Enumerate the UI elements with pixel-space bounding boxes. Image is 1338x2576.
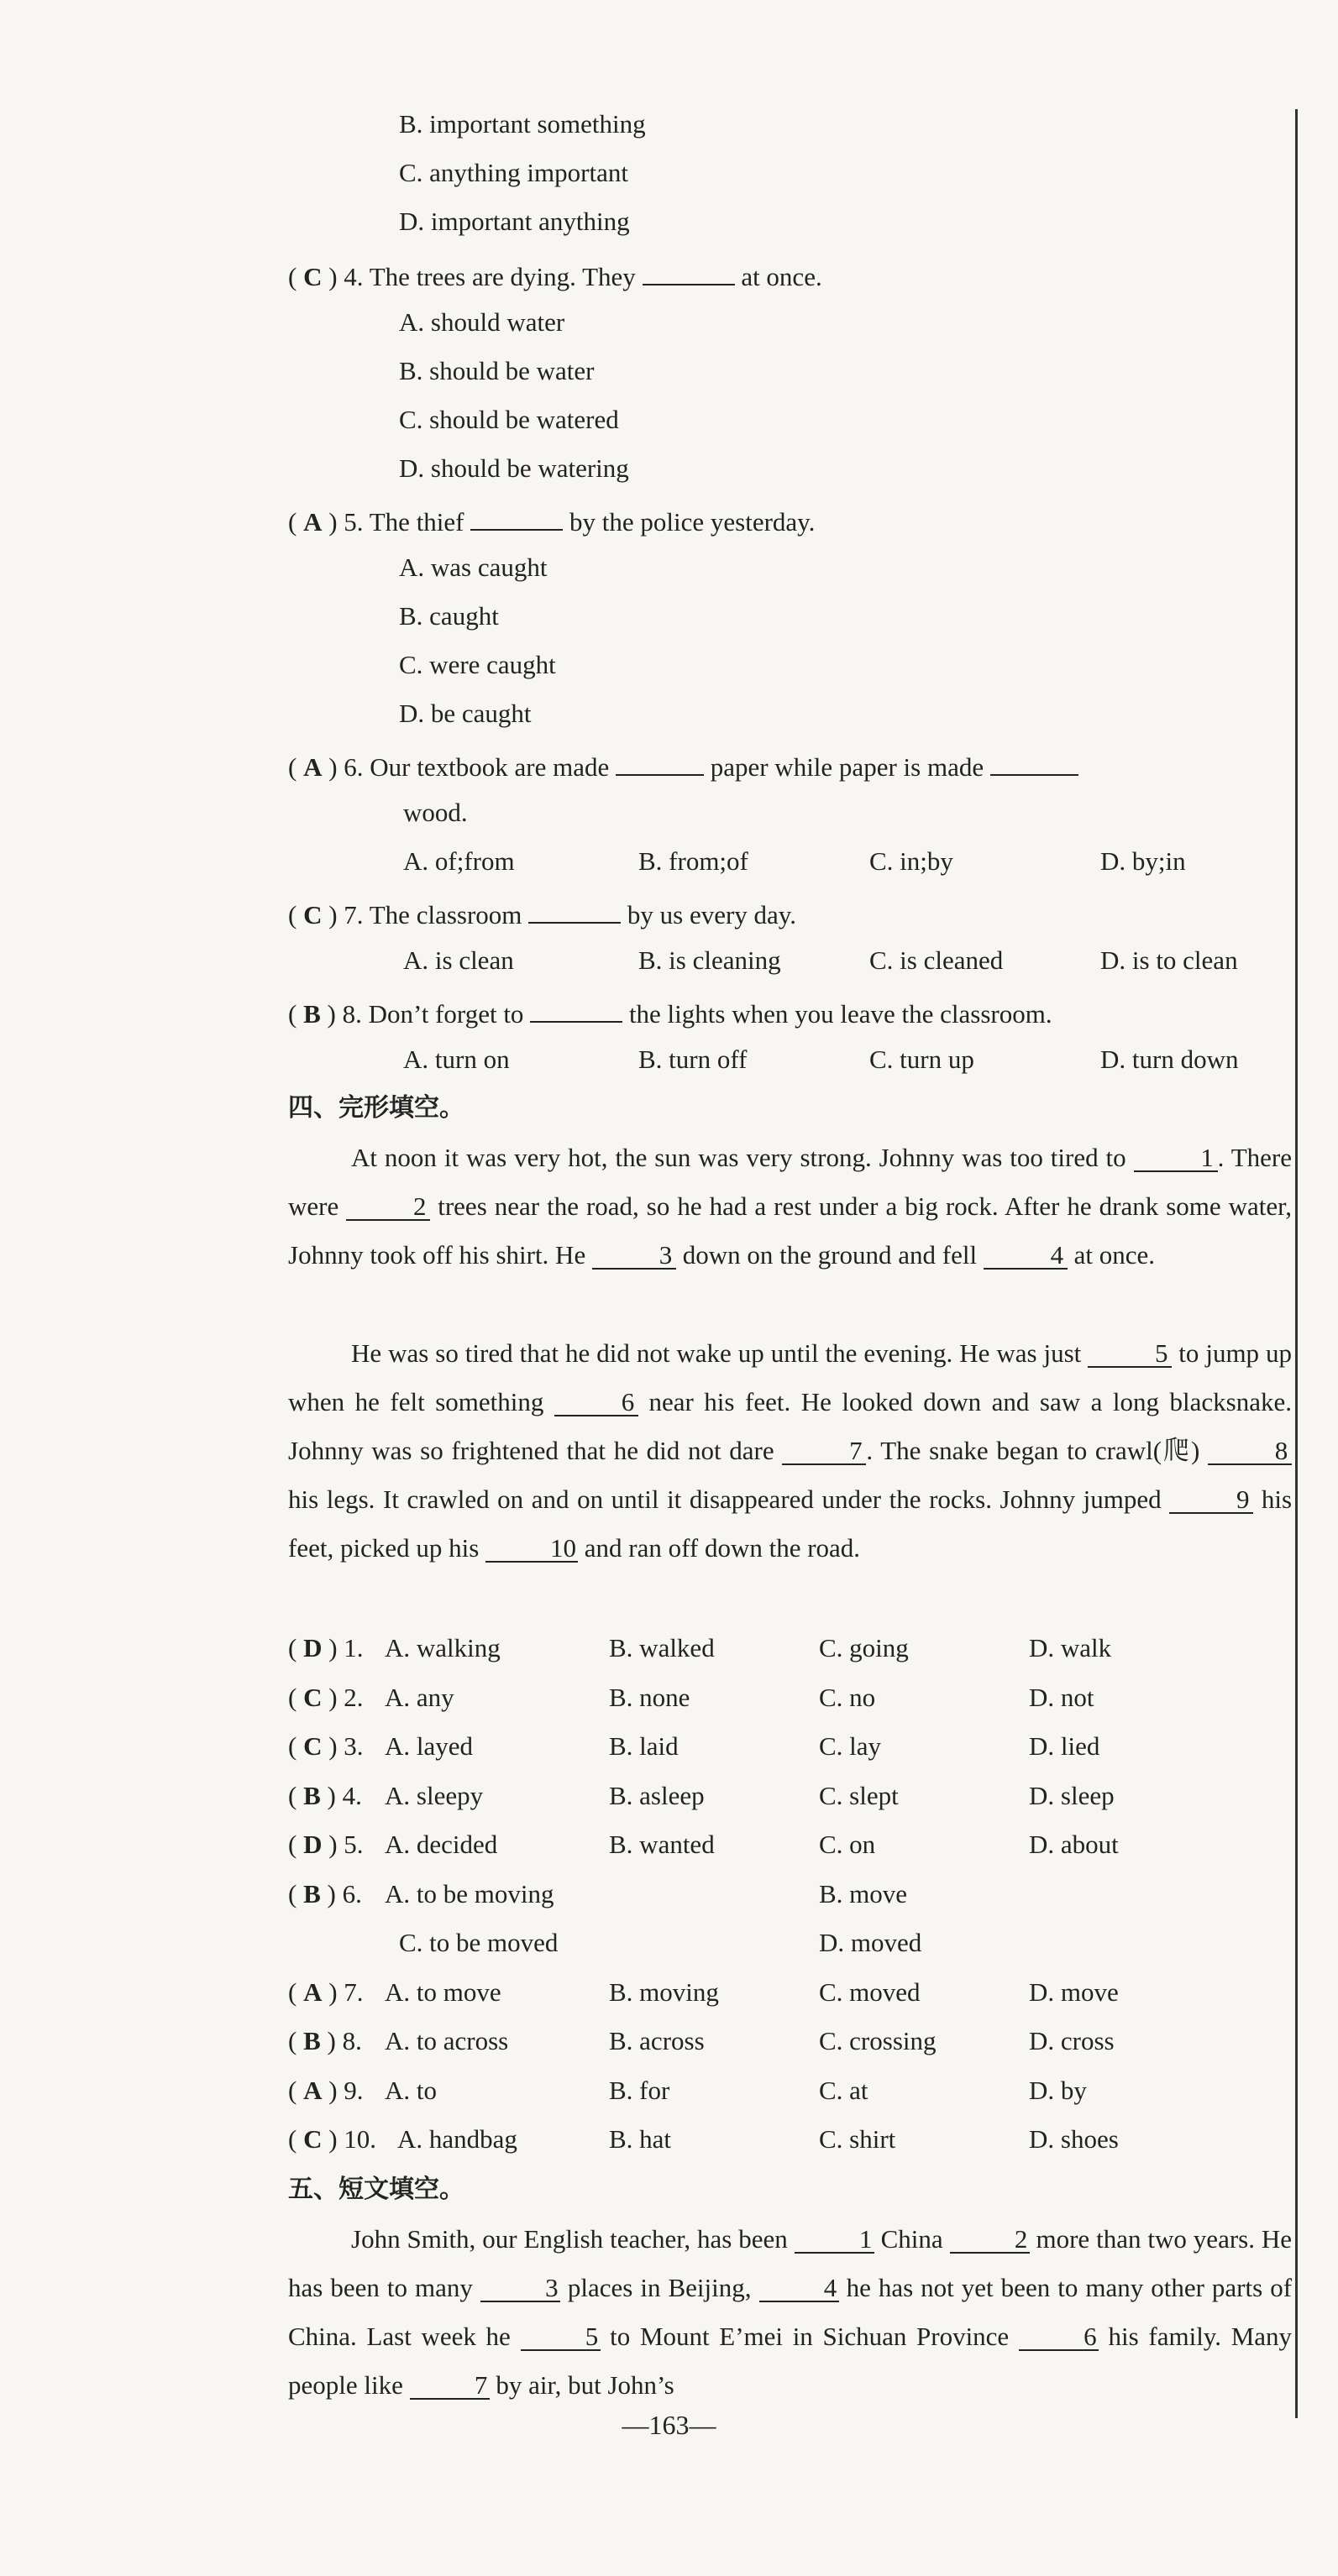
- cloze-option: A. sleepy: [385, 1780, 484, 1810]
- cloze-option: C. at: [819, 2075, 868, 2105]
- answer-mark: ( B ) 6.: [288, 1878, 362, 1908]
- passage-text: more than two years. He has been to many: [288, 2224, 1293, 2302]
- question-text: paper while paper is made: [710, 752, 984, 782]
- passage-text: to jump up when he felt something: [288, 1338, 1293, 1416]
- question-8: ( B ) 8. Don’t forget to the lights when you leave the classroom.: [288, 996, 1052, 1029]
- passage-text: by air, but John’s: [496, 2370, 674, 2400]
- cloze-blank-1[interactable]: 1: [1134, 1145, 1218, 1172]
- question-5: ( A ) 5. The thief by the police yesterday.: [288, 504, 815, 537]
- fill-blank-7[interactable]: 7: [410, 2373, 490, 2400]
- passage-text: . The snake began to crawl(爬): [866, 1436, 1200, 1465]
- question-text: by the police yesterday.: [569, 507, 816, 537]
- cloze-question-1: [288, 1633, 364, 1663]
- q7-option-c: C. is cleaned: [869, 945, 1004, 975]
- answer-mark: C: [303, 900, 323, 929]
- answer-blank[interactable]: [530, 996, 622, 1023]
- question-number: 6.: [344, 752, 364, 782]
- cloze-option: C. slept: [819, 1780, 899, 1810]
- cloze-option: A. walking: [385, 1633, 501, 1662]
- cloze-option: B. hat: [609, 2124, 672, 2154]
- fill-blank-2[interactable]: 2: [950, 2227, 1030, 2254]
- passage-text: . There were: [288, 1143, 1293, 1221]
- cloze-blank-6[interactable]: 6: [554, 1390, 638, 1416]
- q5-option-b: B. caught: [399, 601, 499, 631]
- cloze-question-6: [288, 1879, 362, 1909]
- cloze-option: B. laid: [609, 1731, 679, 1761]
- cloze-option: B. across: [609, 2026, 705, 2055]
- cloze-option: C. lay: [819, 1731, 882, 1761]
- cloze-paragraph-2: [288, 1329, 1292, 1573]
- q8-option-d: D. turn down: [1100, 1045, 1239, 1074]
- cloze-question-4: [288, 1781, 362, 1811]
- answer-mark: ( D ) 5.: [288, 1830, 364, 1859]
- cloze-blank-4[interactable]: 4: [984, 1243, 1068, 1270]
- answer-mark: ( C ) 2.: [288, 1682, 364, 1712]
- passage-text: he has not yet been to many other parts of China. Last week he: [288, 2273, 1293, 2351]
- cloze-option: D. moved: [819, 1928, 922, 1957]
- cloze-option: C. shirt: [819, 2124, 896, 2154]
- question-number: 7.: [344, 900, 364, 929]
- passage-paragraph: [288, 2215, 1292, 2410]
- passage-text: his family. Many people like: [288, 2322, 1293, 2400]
- q7-option-d: D. is to clean: [1100, 945, 1238, 975]
- cloze-option: D. by: [1029, 2075, 1087, 2105]
- q8-option-b: B. turn off: [638, 1045, 748, 1074]
- cloze-blank-3[interactable]: 3: [592, 1243, 676, 1270]
- cloze-question-5: [288, 1830, 364, 1860]
- q6-continuation: wood.: [403, 798, 468, 827]
- cloze-blank-7[interactable]: 7: [782, 1438, 866, 1465]
- cloze-option: A. to across: [385, 2026, 509, 2055]
- passage-text: trees near the road, so he had a rest under a big rock. After he drank some water, Johnny took off his shirt. He: [288, 1191, 1292, 1270]
- cloze-question-8: [288, 2026, 362, 2056]
- answer-mark: B: [303, 999, 321, 1029]
- answer-mark: ( B ) 8.: [288, 2026, 362, 2055]
- passage-text: near his feet. He looked down and saw a long blacksnake. Johnny was so frightened that he did not dare: [288, 1387, 1293, 1465]
- cloze-blank-9[interactable]: 9: [1169, 1487, 1253, 1514]
- cloze-option: B. wanted: [609, 1830, 715, 1859]
- question-text: by us every day.: [627, 900, 797, 929]
- passage-text: At noon it was very hot, the sun was very strong. Johnny was too tired to: [351, 1143, 1126, 1172]
- cloze-question-3: [288, 1731, 364, 1762]
- answer-blank[interactable]: [643, 259, 735, 285]
- q5-option-d: D. be caught: [399, 699, 532, 728]
- question-7: ( C ) 7. The classroom by us every day.: [288, 897, 796, 930]
- answer-mark: ( C ) 3.: [288, 1731, 364, 1761]
- passage-text: places in Beijing,: [567, 2273, 752, 2302]
- cloze-option: C. on: [819, 1830, 876, 1859]
- answer-blank[interactable]: [616, 749, 704, 776]
- question-text: Our textbook are made: [370, 752, 610, 782]
- q6-option-d: D. by;in: [1100, 846, 1186, 876]
- fill-blank-6[interactable]: 6: [1019, 2324, 1099, 2351]
- passage-text: China: [880, 2224, 943, 2254]
- cloze-paragraph-1: [288, 1134, 1292, 1280]
- cloze-question-7: [288, 1977, 364, 2008]
- cloze-question-10: [288, 2124, 376, 2155]
- answer-mark: ( A ) 9.: [288, 2075, 364, 2105]
- q7-option-a: A. is clean: [403, 945, 514, 975]
- cloze-option: D. move: [1029, 1977, 1119, 2007]
- answer-blank[interactable]: [470, 504, 563, 531]
- answer-blank[interactable]: [990, 749, 1078, 776]
- cloze-blank-2[interactable]: 2: [346, 1194, 430, 1221]
- cloze-option: A. any: [385, 1682, 454, 1712]
- cloze-option: D. sleep: [1029, 1780, 1115, 1810]
- passage-text: He was so tired that he did not wake up until the evening. He was just: [351, 1338, 1082, 1368]
- q4-option-a: A. should water: [399, 307, 565, 337]
- answer-mark: C: [303, 262, 323, 291]
- fill-blank-5[interactable]: 5: [521, 2324, 601, 2351]
- question-number: 8.: [342, 999, 362, 1029]
- cloze-option: D. not: [1029, 1682, 1094, 1712]
- cloze-option: D. shoes: [1029, 2124, 1119, 2154]
- q5-option-a: A. was caught: [399, 552, 548, 582]
- q3-option-d: D. important anything: [399, 207, 630, 236]
- q3-option-b: B. important something: [399, 109, 646, 139]
- q8-option-a: A. turn on: [403, 1045, 510, 1074]
- fill-blank-4[interactable]: 4: [759, 2275, 839, 2302]
- cloze-question-9: [288, 2076, 364, 2106]
- question-text: The classroom: [369, 900, 522, 929]
- cloze-option: C. crossing: [819, 2026, 937, 2055]
- question-4: ( C ) 4. The trees are dying. They at once.: [288, 259, 822, 292]
- q4-option-d: D. should be watering: [399, 453, 629, 483]
- cloze-option: C. going: [819, 1633, 909, 1662]
- cloze-option: B. none: [609, 1682, 690, 1712]
- q6-option-a: A. of;from: [403, 846, 515, 876]
- question-text: The trees are dying. They: [369, 262, 636, 291]
- cloze-option: A. to: [385, 2075, 437, 2105]
- answer-mark: A: [303, 752, 323, 782]
- cloze-option: A. decided: [385, 1830, 498, 1859]
- fill-blank-1[interactable]: 1: [795, 2227, 874, 2254]
- section-5-title: 五、短文填空。: [288, 2175, 464, 2204]
- passage-text: down on the ground and fell: [682, 1240, 978, 1270]
- passage-text: to Mount E’mei in Sichuan Province: [610, 2322, 1010, 2351]
- cloze-option: C. to be moved: [399, 1928, 559, 1957]
- passage-text: at once.: [1073, 1240, 1155, 1270]
- answer-blank[interactable]: [528, 897, 621, 924]
- right-margin-rule: [1295, 109, 1298, 2418]
- cloze-option: A. to move: [385, 1977, 501, 2007]
- cloze-option: C. no: [819, 1682, 876, 1712]
- cloze-option: A. to be moving: [385, 1878, 554, 1908]
- cloze-option: D. about: [1029, 1830, 1119, 1859]
- fill-blank-3[interactable]: 3: [480, 2275, 560, 2302]
- cloze-option: A. layed: [385, 1731, 474, 1761]
- section-4-title: 四、完形填空。: [288, 1093, 464, 1123]
- cloze-option: B. moving: [609, 1977, 719, 2007]
- q3-option-c: C. anything important: [399, 158, 628, 187]
- answer-mark: A: [303, 507, 323, 537]
- question-text: at once.: [741, 262, 822, 291]
- question-text: The thief: [369, 507, 464, 537]
- answer-mark: ( C ) 10.: [288, 2124, 377, 2154]
- passage-text: and ran off down the road.: [584, 1533, 861, 1563]
- cloze-option: A. handbag: [397, 2124, 517, 2154]
- passage-text: John Smith, our English teacher, has been: [351, 2224, 788, 2254]
- cloze-option: D. lied: [1029, 1731, 1100, 1761]
- answer-mark: ( D ) 1.: [288, 1633, 364, 1662]
- question-number: 4.: [344, 262, 364, 291]
- q4-option-c: C. should be watered: [399, 405, 619, 434]
- cloze-option: B. move: [819, 1878, 908, 1908]
- cloze-option: D. cross: [1029, 2026, 1115, 2055]
- passage-text: his legs. It crawled on and on until it disappeared under the rocks. Johnny jumped: [288, 1484, 1162, 1514]
- cloze-blank-10[interactable]: 10: [485, 1536, 578, 1563]
- question-text: Don’t forget to: [368, 999, 524, 1029]
- question-number: 5.: [344, 507, 364, 537]
- cloze-option: B. walked: [609, 1633, 715, 1662]
- question-6: ( A ) 6. Our textbook are made paper while paper is made: [288, 749, 1078, 783]
- q7-option-b: B. is cleaning: [638, 945, 781, 975]
- answer-mark: ( B ) 4.: [288, 1780, 362, 1810]
- cloze-option: B. asleep: [609, 1780, 705, 1810]
- question-text: the lights when you leave the classroom.: [628, 999, 1052, 1029]
- q5-option-c: C. were caught: [399, 650, 556, 679]
- cloze-option: C. moved: [819, 1977, 921, 2007]
- page-number: —163—: [622, 2410, 716, 2440]
- answer-mark: ( A ) 7.: [288, 1977, 364, 2007]
- q6-option-c: C. in;by: [869, 846, 953, 876]
- passage-text: his feet, picked up his: [288, 1484, 1293, 1563]
- q4-option-b: B. should be water: [399, 356, 595, 385]
- cloze-option: D. walk: [1029, 1633, 1112, 1662]
- q6-option-b: B. from;of: [638, 846, 748, 876]
- cloze-option: B. for: [609, 2075, 670, 2105]
- cloze-question-2: [288, 1683, 364, 1713]
- cloze-blank-5[interactable]: 5: [1088, 1341, 1172, 1368]
- cloze-blank-8[interactable]: 8: [1208, 1438, 1292, 1465]
- q8-option-c: C. turn up: [869, 1045, 974, 1074]
